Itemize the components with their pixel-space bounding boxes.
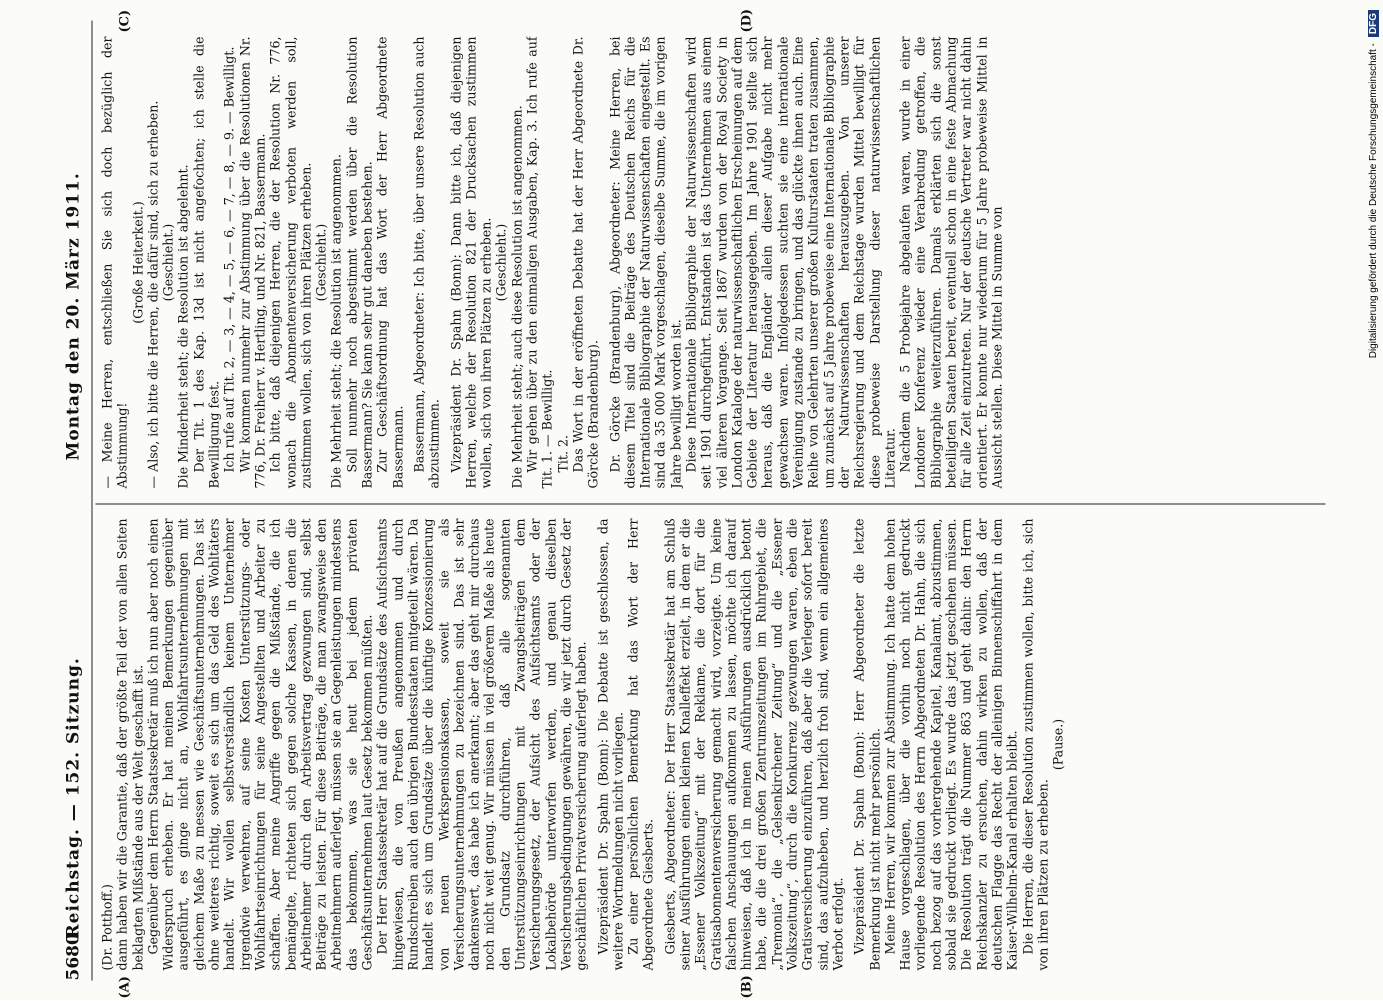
margin-mark-c: (C) bbox=[117, 9, 133, 33]
paragraph: Die Mehrheit steht; die Resolution ist angenommen. bbox=[328, 154, 344, 489]
paragraph: Vizepräsident Dr. Spahn (Bonn): Herr Abgeordneter die letzte Bemerkung ist nicht mehr persönlich. bbox=[851, 518, 883, 971]
paragraph: — Also, ich bitte die Herren, die dafür sind, sich zu erheben. bbox=[145, 100, 161, 489]
dfg-logo: DFG bbox=[1368, 10, 1379, 37]
paragraph: (Pause.) bbox=[1050, 718, 1066, 771]
margin-mark-d: (D) bbox=[739, 8, 755, 33]
paragraph: (Geschieht.) bbox=[313, 223, 329, 302]
left-column bbox=[100, 519, 1330, 971]
margin-mark-a: (A) bbox=[117, 976, 133, 999]
paragraph: dann haben wir die Garantie, daß der größte Teil der von allen Seiten beklagten Mißstände aus der Welt geschafft ist. bbox=[114, 518, 146, 971]
paragraph: Zur Geschäftsordnung hat das Wort der Herr Abgeordnete Bassermann. bbox=[374, 36, 406, 489]
paragraph: Nachdem die 5 Probejahre abgelaufen waren, wurde in einer Londoner Konferenz wieder eine Verabredung getroffen, die Bibliographie weiterzuführen. Damals erklärten sich die sonst beteiligten Staaten bereit, eventuell schon in eine feste Abmachung für alle Zeit einzutreten. Nur der deutsche Vertreter war nicht dahin orientiert. Er konnte nur wiederum für 5 Jahre probeweise Mittel in Aussicht stellen. Diese Mittel in Summe von bbox=[897, 36, 1005, 489]
paragraph: Soll nunmehr noch abgestimmt werden über die Resolution Bassermann? Sie kann sehr gut daneben bestehen. bbox=[344, 36, 375, 489]
paragraph: Tit. 2. bbox=[555, 434, 571, 473]
paragraph: Vizepräsident Dr. Spahn (Bonn): Dann bitte ich, daß diejenigen Herren, welche der Resolution 821 der Drucksachen zustimmen wollen, sich von ihren Plätzen zu erheben. bbox=[448, 36, 494, 489]
header-rule bbox=[92, 21, 93, 981]
paragraph: Gegenüber dem Herrn Staatssekretär muß ich nun aber noch einen Widerspruch erheben. Er hat meinen Bemerkungen gegenüber ausgeführt, es ginge nicht an, Wohlfahrtsunternehmungen mit gleichem Maße zu messen wie Geschäftsunternehmungen. Das ist ohne weiteres richtig, soweit es sich um das Geld des Wohltäters handelt. Wir wollen selbstverständlich keinem Unternehmer irgendwie verwehren, auf seine Kosten Unterstützungs- oder Wohlfahrtseinrichtungen für seine Angestellten und Arbeiter zu schaffen. Aber meine Angriffe gegen die Mißstände, die ich bemängelte, richteten sich gegen solche Kassen, in denen die Arbeitnehmer durch den Arbeitsvertrag gezwungen sind, selbst Beiträge zu leisten. Für diese Beiträge, die man zwangsweise den Arbeitnehmern auferlegt, müssen sie an Gegenleistungen mindestens das bekommen, was sie heut bei jedem privaten Geschäftsunternehmen laut Gesetz bekommen müßten. bbox=[145, 518, 375, 971]
paragraph: (Große Heiterkeit.) bbox=[130, 201, 146, 324]
margin-mark-b: (B) bbox=[739, 975, 755, 999]
paragraph: Bassermann, Abgeordneter: Ich bitte, über unsere Resolution auch abzustimmen. bbox=[411, 36, 442, 489]
paragraph: Der Tit. 1 des Kap. 13d ist nicht angefochten; ich stelle die Bewilligung fest. bbox=[191, 36, 222, 489]
paragraph: Zu einer persönlichen Bemerkung hat das Wort der Herr Abgeordnete Giesberts. bbox=[625, 518, 656, 971]
paragraph: — Meine Herren, entschließen Sie sich doch bezüglich der Abstimmung! bbox=[99, 36, 130, 489]
paragraph: Das Wort in der eröffneten Debatte hat der Herr Abgeordnete Dr. Görcke (Brandenburg). bbox=[570, 36, 601, 489]
paragraph: Die Minderheit steht; die Resolution ist abgelehnt. bbox=[175, 164, 191, 489]
paragraph: Der Herr Staatssekretär hat auf die Grundsätze des Aufsichtsamts hingewiesen, die von Preußen angenommen und durch Rundschreiben auch den übrigen Bundesstaaten mitgeteilt wären. Da handelt es sich um Grundsätze über die künftige Konzessionierung von neuen Werkspensionskassen, soweit sie als Versicherungsunternehmungen zu bezeichnen sind. Das ist sehr dankenswert, das habe ich anerkannt; aber das geht mir durchaus noch nicht weit genug. Wir müssen in viel größerem Maße als heute den Grundsatz durchführen, daß alle sogenannten Unterstützungseinrichtungen mit Zwangsbeiträgen dem Versicherungsgesetz, der Aufsicht des Aufsichtsamts oder der Lokalbehörde unterworfen werden, und genau dieselben Versicherungsbedingungen gewähren, die wir jetzt durch Gesetz der geschäftlichen Privatversicherung auferlegt haben. bbox=[374, 518, 589, 971]
running-header bbox=[64, 1, 90, 1001]
paragraph: (Geschieht.) bbox=[160, 223, 176, 302]
paragraph: Ich rufe auf Tit. 2, — 3, — 4, — 5, — 6, — 7, — 8, — 9. — Bewilligt. bbox=[221, 46, 237, 473]
header-right: Montag den 20. März 1911. bbox=[63, 172, 84, 461]
rotated-page bbox=[0, 1, 1383, 1001]
paragraph: Giesberts, Abgeordneter: Der Herr Staatssekretär hat am Schluß seiner Ausführungen einen kleinen Knalleffekt erzielt, in dem er die „Essener Volkszeitung“ mit der Reklame, die dort für die Gratisabonnentenversicherung gemacht wird, vorzeigte. Um keine falschen Anschauungen aufkommen zu lassen, möchte ich darauf hinweisen, daß ich in meinen Ausführungen ausdrücklich betont habe, die die drei großen Zentrumszeitungen im Ruhrgebiet, die „Tremonia“, die „Gelsenkirchener Zeitung“ und die „Essener Volkszeitung“, durch die Konkurrenz gezwungen waren, eben die Gratisversicherung einzuführen, daß aber die Verleger sofort bereit sind, das aufzuheben, und herzlich froh sind, wenn ein allgemeines Verbot erfolgt. bbox=[662, 518, 846, 971]
paragraph: Dr. Görcke (Brandenburg), Abgeordneter: Meine Herren, bei diesem Titel sind die Beiträge des Deutschen Reichs für die Internationale Bibliographie der Naturwissenschaften eingestellt. Es sind da 35 000 Mark vorgeschlagen, dieselbe Summe, die im vorigen Jahre bewilligt worden ist. bbox=[607, 36, 684, 489]
paragraph: (Dr. Potthoff.) bbox=[99, 884, 115, 971]
paragraph: Wir kommen nunmehr zur Abstimmung über die Resolutionen Nr. 776, Dr. Freiherr v. Hertling, und Nr. 821, Bassermann. bbox=[237, 36, 268, 489]
header-left: Reichstag. — 152. Sitzung. bbox=[63, 657, 84, 939]
paragraph: Vizepräsident Dr. Spahn (Bonn): Die Debatte ist geschlossen, da weitere Wortmeldungen nicht vorliegen. bbox=[595, 518, 626, 971]
credit-text: Digitalisierung gefördert durch die Deutsche Forschungsgemeinschaft - bbox=[1368, 43, 1379, 359]
paragraph: Die Mehrheit steht; auch diese Resolution ist angenommen. bbox=[509, 105, 525, 489]
page-number: 5680 bbox=[63, 933, 84, 981]
paragraph: (Geschieht.) bbox=[493, 223, 509, 302]
paragraph: Ich bitte, daß diejenigen Herren, die der Resolution Nr. 776, wonach die Abonnentenversicherung verboten werden soll, zustimmen wollen, sich von ihren Plätzen erheben. bbox=[267, 36, 314, 489]
paragraph: Die Herren, die dieser Resolution zustimmen wollen, bitte ich, sich von ihren Plätzen zu erheben. bbox=[1020, 518, 1051, 971]
paragraph: Wir gehen über zu den einmaligen Ausgaben, Kap. 3. Ich rufe auf Tit. 1. — Bewilligt. bbox=[524, 36, 555, 489]
paragraph: Meine Herren, wir kommen zur Abstimmung. Ich hatte dem hohen Hause vorgeschlagen, über die vorhin noch nicht gedruckt vorliegende Resolution des Herrn Abgeordneten Dr. Hahn, die sich noch bezog auf das vorhergehende Kapitel, Kanalamt, abzustimmen, sobald sie gedruckt vorliegt. Es wurde das jetzt geschehen müssen. Die Resolution trägt die Nummer 863 und geht dahin: den Herrn Reichskanzler zu ersuchen, dahin wirken zu wollen, daß der deutschen Flagge das Recht der alleinigen Binnenschiffahrt in dem Kaiser-Wilhelm-Kanal erhalten bleibt. bbox=[882, 518, 1020, 971]
column-divider bbox=[96, 504, 1326, 505]
digitization-credit bbox=[1368, 10, 1382, 985]
right-column bbox=[100, 37, 1330, 489]
paragraph: Diese Internationale Bibliographie der Naturwissenschaften wird seit 1901 durchgeführt. Entstanden ist das Unternehmen aus einem viel älteren Vorgange. Seit 1867 wurden von der Royal Society in London Kataloge der naturwissenschaftlichen Erscheinungen auf dem Gebiete der Literatur herausgegeben. Im Jahre 1901 stellte sich heraus, daß die Engländer allein dieser Aufgabe nicht mehr gewachsen waren. Infolgedessen suchten sie eine internationale Vereinigung zustande zu bringen, und das glückte ihnen auch. Eine Reihe von Gelehrten unserer großen Kulturstaaten traten zusammen, um zunächst auf 5 Jahre probeweise eine Internationale Bibliographie der Naturwissenschaften herauszugeben. Von unserer Reichsregierung und dem Reichstage wurden Mittel bewilligt für diese probeweise Darstellung dieser naturwissenschaftlichen Literatur. bbox=[683, 36, 898, 489]
